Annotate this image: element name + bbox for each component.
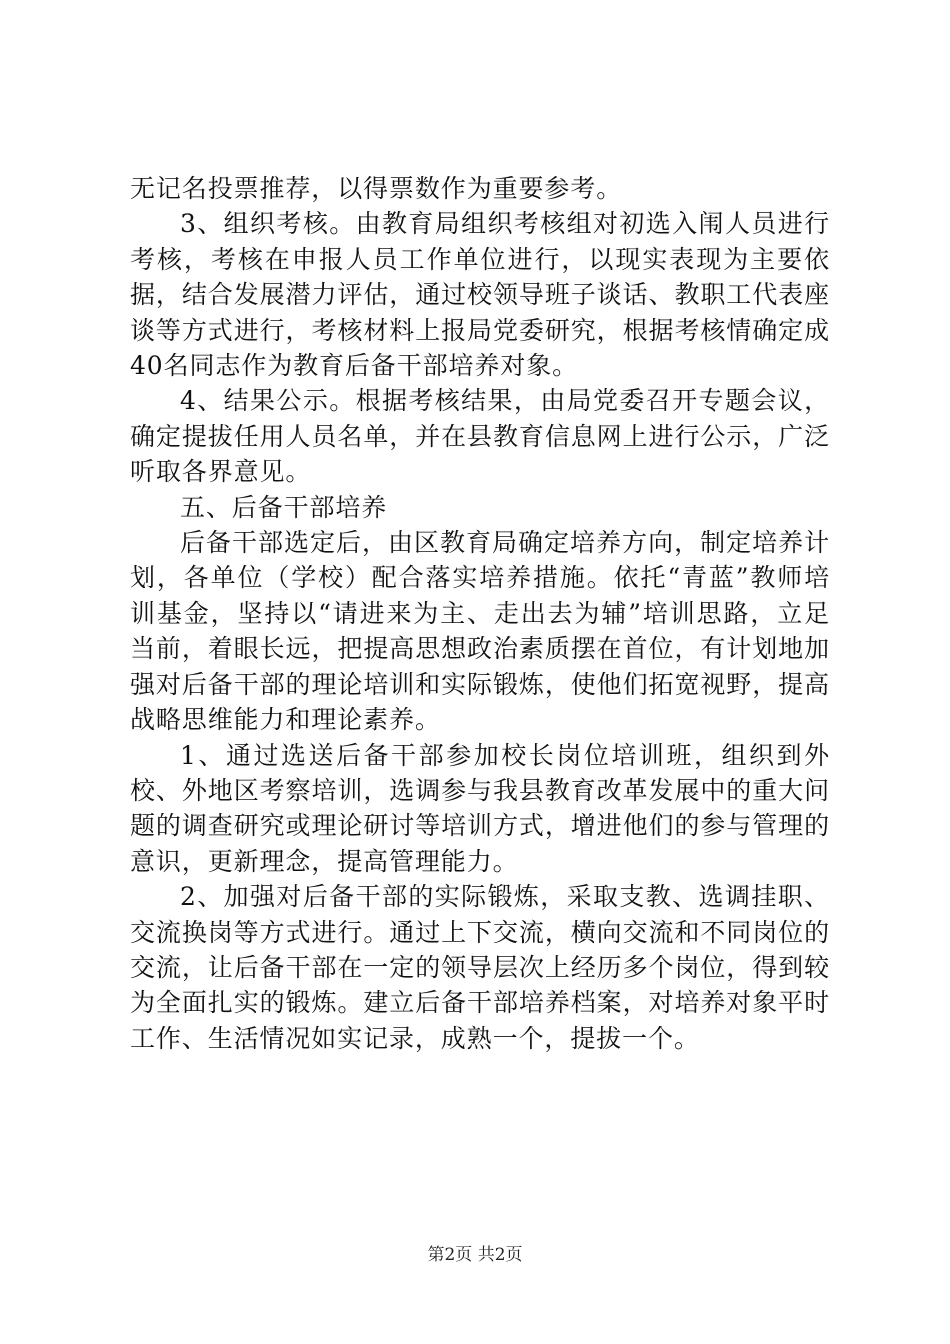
document-body [130, 171, 830, 1056]
paragraph-training-method-2: 2、加强对后备干部的实际锻炼，采取支教、选调挂职、交流换岗等方式进行。通过上下交流，横向交流和不同岗位的交流，让后备干部在一定的领导层次上经历多个岗位，得到较为全面扎实的锻炼。建立后备干部培养档案，对培养对象平时工作、生活情况如实记录，成熟一个，提拔一个。 [130, 882, 830, 1053]
paragraph-training-overview: 后备干部选定后，由区教育局确定培养方向，制定培养计划，各单位（学校）配合落实培养措施。依托“青蓝”教师培训基金，坚持以“请进来为主、走出去为辅”培训思路，立足当前，着眼长远，把提高思想政治素质摆在首位，有计划地加强对后备干部的理论培训和实际锻炼，使他们拓宽视野，提高战略思维能力和理论素养。 [130, 528, 830, 735]
paragraph-continued: 无记名投票推荐，以得票数作为重要参考。 [130, 174, 623, 203]
section-heading-cadre-training: 五、后备干部培养 [180, 492, 388, 522]
paragraph-organize-assessment: 3、组织考核。由教育局组织考核组对初选入闱人员进行考核，考核在申报人员工作单位进行，以现实表现为主要依据，结合发展潜力评估，通过校领导班子谈话、教职工代表座谈等方式进行，考核材料上报局党委研究，根据考核情确定成40名同志作为教育后备干部培养对象。 [130, 209, 830, 381]
paragraph-training-method-1: 1、通过选送后备干部参加校长岗位培训班，组织到外校、外地区考察培训，选调参与我县教育改革发展中的重大问题的调查研究或理论研讨等培训方式，增进他们的参与管理的意识，更新理念，提高管理能力。 [130, 740, 830, 876]
page-footer: 第2页 共2页 [427, 1245, 523, 1265]
paragraph-result-publicity: 4、结果公示。根据考核结果，由局党委召开专题会议，确定提拔任用人员名单，并在县教育信息网上进行公示，广泛听取各界意见。 [130, 386, 830, 487]
